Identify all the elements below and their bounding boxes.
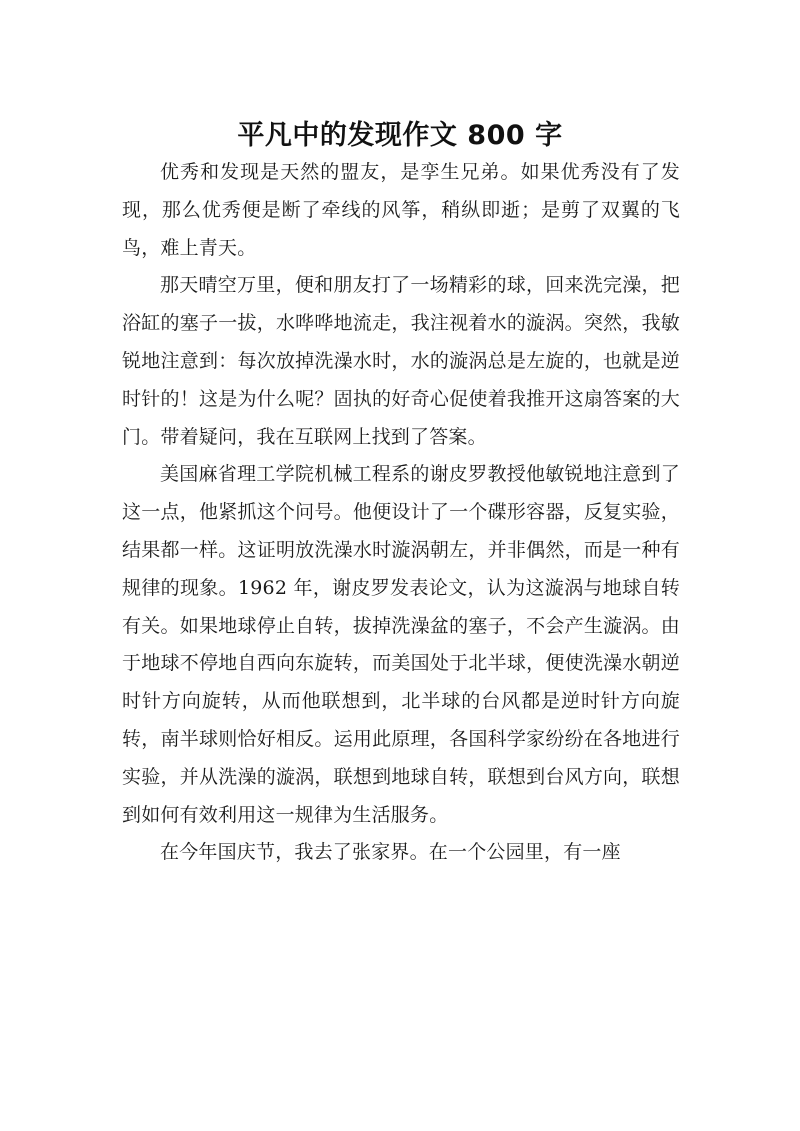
paragraph-1: 优秀和发现是天然的盟友，是孪生兄弟。如果优秀没有了发现，那么优秀便是断了牵线的风筝，稍纵即逝；是剪了双翼的飞鸟，难上青天。 [122,161,680,259]
paragraph-2: 那天晴空万里，便和朋友打了一场精彩的球，回来洗完澡，把浴缸的塞子一拔，水哗哗地流走，我注视着水的漩涡。突然，我敏锐地注意到：每次放掉洗澡水时，水的漩涡总是左旋的，也就是逆时针的！这是为什么呢？固执的好奇心促使着我推开这扇答案的大门。带着疑问，我在互联网上找到了答案。 [122,274,680,448]
document-title: 平凡中的发现作文 800 字 [237,120,563,152]
document-body [122,154,680,872]
paragraph-3: 美国麻省理工学院机械工程系的谢皮罗教授他敏锐地注意到了这一点，他紧抓这个问号。他便设计了一个碟形容器，反复实验，结果都一样。这证明放洗澡水时漩涡朝左，并非偶然，而是一种有规律的现象。1962 年，谢皮罗发表论文，认为这漩涡与地球自转有关。如果地球停止自转，拔掉洗澡盆的塞子，不会产生漩涡。由于地球不停地自西向东旋转，而美国处于北半球，便使洗澡水朝逆时针方向旋转，从而他联想到，北半球的台风都是逆时针方向旋转，南半球则恰好相反。运用此原理，各国科学家纷纷在各地进行实验，并从洗澡的漩涡，联想到地球自转，联想到台风方向，联想到如何有效利用这一规律为生活服务。 [122,463,680,826]
paragraph-4: 在今年国庆节，我去了张家界。在一个公园里，有一座 [160,841,621,864]
